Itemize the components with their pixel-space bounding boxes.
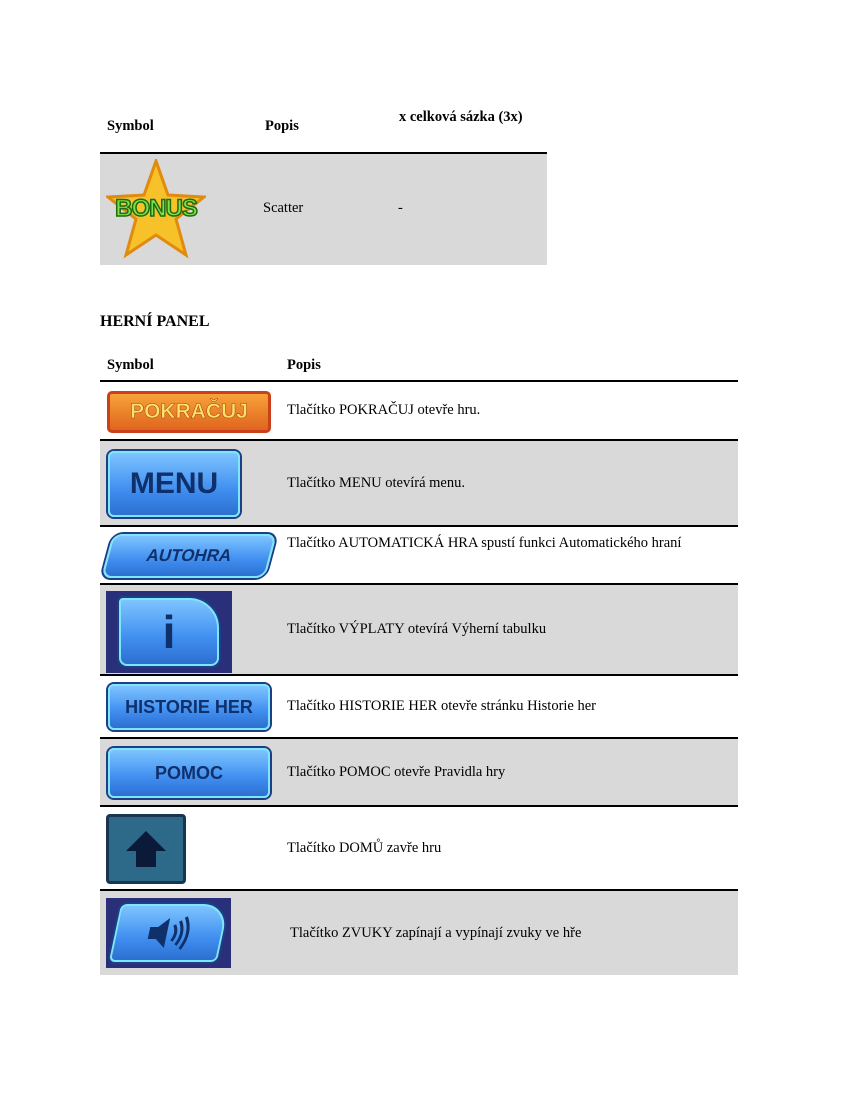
popis-cell: Tlačítko AUTOMATICKÁ HRA spustí funkci Automatického hraní (287, 535, 682, 551)
popis-cell: Tlačítko POKRAČUJ otevře hru. (287, 402, 481, 418)
table-row (100, 807, 738, 889)
popis-cell: Tlačítko DOMŮ zavře hru (287, 839, 442, 856)
pokracuj-button-image: POKRAČUJ (107, 391, 271, 433)
table-row (100, 585, 738, 674)
menu-button-image: MENU (108, 451, 240, 517)
autohra-button-image: AUTOHRA (101, 534, 277, 578)
pomoc-button-image: POMOC (108, 748, 270, 798)
table2-header-symbol: Symbol (107, 357, 154, 373)
table-row (100, 676, 738, 737)
table-row (100, 154, 547, 265)
popis-cell: Tlačítko VÝPLATY otevírá Výherní tabulku (287, 621, 547, 637)
popis-cell: Tlačítko POMOC otevře Pravidla hry (287, 763, 506, 780)
table2-header-popis: Popis (287, 357, 321, 373)
table-row (100, 739, 738, 805)
popis-cell: Tlačítko HISTORIE HER otevře stránku Historie her (287, 698, 596, 714)
info-icon: i (119, 598, 219, 666)
table-row (100, 382, 738, 439)
home-icon (106, 814, 186, 884)
table1-header-symbol: Symbol (107, 118, 154, 134)
info-button-bg (106, 591, 232, 673)
popis-cell: Scatter (263, 200, 304, 216)
bonus-label: BONUS (115, 195, 197, 222)
speaker-icon (108, 904, 228, 962)
table-row (100, 527, 738, 583)
sound-button-bg (106, 898, 231, 968)
table1-header-multiplier: x celková sázka (3x) (399, 109, 523, 125)
historie-her-button-image: HISTORIE HER (108, 684, 270, 730)
popis-cell: Tlačítko MENU otevírá menu. (287, 474, 465, 491)
value-cell: - (398, 200, 403, 216)
table-row (100, 891, 738, 975)
popis-cell: Tlačítko ZVUKY zapínají a vypínají zvuky ve hře (290, 924, 582, 941)
table1-header-popis: Popis (265, 118, 299, 134)
table-row (100, 441, 738, 525)
section-title: HERNÍ PANEL (100, 313, 210, 330)
